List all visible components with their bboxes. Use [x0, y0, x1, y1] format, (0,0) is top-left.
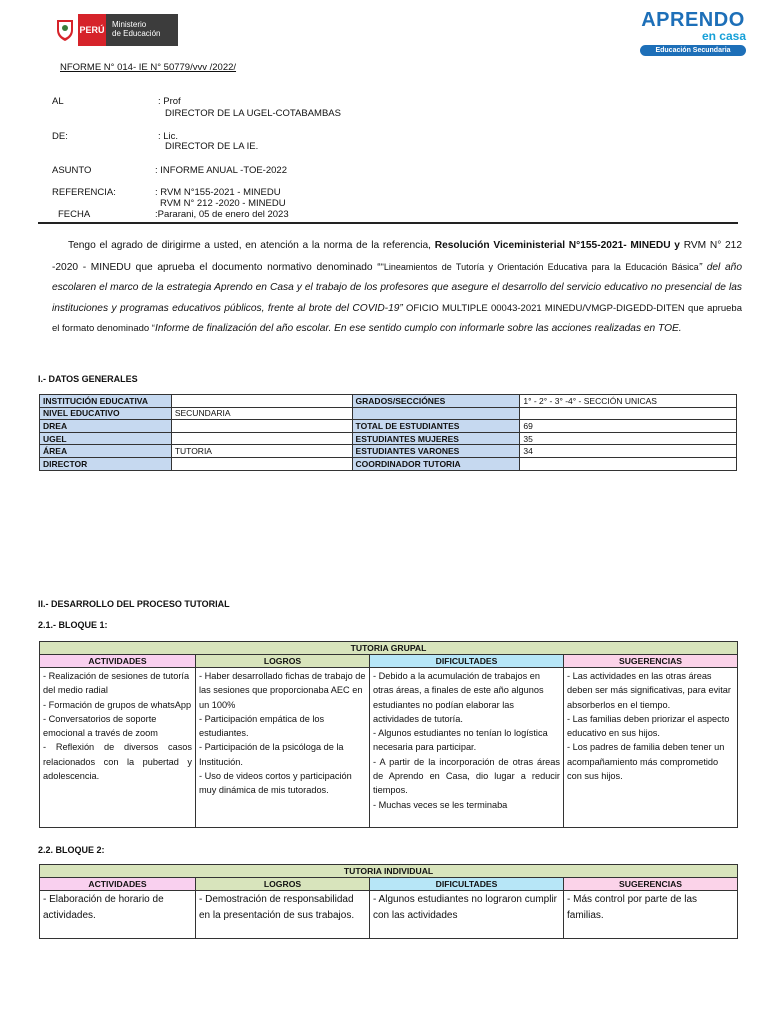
table-cell: TUTORIA: [171, 445, 352, 458]
intro-oficio: OFICIO MULTIPLE 00043-2021 MINEDU/VMGP-DIGEDD-DITEN que aprueba el formato denominado “: [52, 302, 742, 334]
peru-label: PERÚ: [78, 14, 106, 46]
list-item: - Participación de la psicóloga de la Institución.: [199, 742, 344, 767]
bloque2-heading: 2.2. BLOQUE 2:: [38, 845, 105, 855]
de-value-2: DIRECTOR DE LA IE.: [165, 141, 259, 152]
table-row: [40, 668, 738, 828]
table-cell: [352, 407, 520, 420]
peru-shield-icon: [52, 14, 78, 46]
referencia-value-1: : RVM N°155-2021 - MINEDU: [155, 187, 281, 198]
table-title: TUTORIA GRUPAL: [40, 642, 738, 655]
list-item: - Participación empática de los estudiantes.: [199, 713, 325, 739]
table-row: [40, 420, 737, 433]
tutoria-individual-table: [39, 864, 738, 939]
table-title-row: [40, 865, 738, 878]
dificultades-cell: [370, 668, 564, 828]
table-title-row: [40, 642, 738, 655]
intro-text-2: RVM N° 212 -2020 - MINEDU que aprueba el documento normativo denominado “: [52, 240, 743, 273]
de-value-1: : Lic.: [158, 131, 179, 142]
column-header: LOGROS: [196, 655, 370, 668]
table-cell: TOTAL DE ESTUDIANTES: [352, 420, 520, 433]
al-value-1: : Prof: [158, 96, 181, 107]
table-cell: [171, 420, 352, 433]
intro-text-4: Informe de finalización del año escolar. En ese sentido cumplo con informarle sobre las acciones realizadas en TOE.: [154, 323, 682, 334]
sugerencias-cell: - Más control por parte de las familias.: [564, 891, 738, 939]
table-header-row: [40, 655, 738, 668]
table-cell: COORDINADOR TUTORIA: [352, 457, 520, 470]
tutoria-grupal-table: [39, 641, 738, 828]
intro-resolution: Resolución Viceministerial N°155-2021- MINEDU y: [434, 240, 680, 251]
minedu-logo: [52, 14, 178, 46]
sugerencias-cell: [564, 668, 738, 828]
table-cell: [520, 457, 737, 470]
list-item: - Realización de sesiones de tutoría del medio radial: [43, 671, 190, 696]
dificultades-cell: - Algunos estudiantes no lograron cumplir con las actividades: [370, 891, 564, 939]
table-row: [40, 395, 737, 408]
list-item: - Reflexión de diversos casos relacionados con la pubertad y adolescencia.: [43, 742, 192, 782]
document-title: NFORME N° 014- IE N° 50779/vvv /2022/: [60, 62, 237, 73]
table-title: TUTORIA INDIVIDUAL: [40, 865, 738, 878]
list-item: - Muchas veces se les terminaba: [373, 799, 508, 810]
table-cell: DIRECTOR: [40, 457, 172, 470]
table-row: [40, 891, 738, 939]
table-cell: 1° - 2° - 3° -4° - SECCIÓN UNICAS: [520, 395, 737, 408]
column-header: ACTIVIDADES: [40, 878, 196, 891]
bloque1-heading: 2.1.- BLOQUE 1:: [38, 620, 108, 630]
column-header: ACTIVIDADES: [40, 655, 196, 668]
list-item: - Algunos estudiantes no tenían lo logística necesaria para participar.: [373, 728, 548, 753]
column-header: DIFICULTADES: [370, 878, 564, 891]
aprendo-en-casa-logo: [640, 10, 746, 56]
list-item: - A partir de la incorporación de otras áreas de Aprendo en Casa, dio lugar a reducir tiempos.: [373, 756, 560, 796]
table-cell: 34: [520, 445, 737, 458]
column-header: SUGERENCIAS: [564, 878, 738, 891]
list-item: - Haber desarrollado fichas de trabajo de las sesiones que proporcionaba AEC en un 100%: [199, 671, 366, 710]
table-cell: [171, 395, 352, 408]
list-item: - Los padres de familia deben tener un acompañamiento más comprometido con sus hijos.: [567, 742, 725, 782]
al-value-2: DIRECTOR DE LA UGEL-COTABAMBAS: [165, 108, 341, 119]
asunto-value: : INFORME ANUAL -TOE-2022: [155, 165, 287, 176]
fecha-label: FECHA: [58, 209, 91, 220]
list-item: - Formación de grupos de whatsApp: [43, 699, 192, 710]
intro-lineamientos: "Lineamientos de Tutoría y Orientación Educativa para la Educación Básica: [380, 261, 699, 272]
column-header: LOGROS: [196, 878, 370, 891]
list-item: - Conversatorios de soporte emocional a través de zoom: [43, 713, 158, 739]
educacion-secundaria-badge: Educación Secundaria: [640, 45, 746, 56]
table-row: [40, 432, 737, 445]
al-label: AL: [52, 96, 64, 107]
referencia-label: REFERENCIA:: [52, 187, 116, 198]
table-cell: 35: [520, 432, 737, 445]
table-row: [40, 457, 737, 470]
fecha-value: :Pararani, 05 de enero del 2023: [155, 209, 289, 220]
table-cell: NIVEL EDUCATIVO: [40, 407, 172, 420]
table-cell: GRADOS/SECCIÓNES: [352, 395, 520, 408]
intro-text-1: Tengo el agrado de dirigirme a usted, en atención a la norma de la referencia,: [68, 240, 435, 251]
list-item: - Las actividades en las otras áreas deben ser más significativas, para evitar absorberlos en el tiempo.: [567, 671, 731, 710]
intro-paragraph: [52, 236, 742, 340]
asunto-label: ASUNTO: [52, 165, 92, 176]
list-item: - Uso de videos cortos y participación muy dinámica de mis tutorados.: [199, 771, 352, 796]
de-label: DE:: [52, 131, 68, 142]
header-divider: [38, 222, 738, 224]
table-cell: 69: [520, 420, 737, 433]
aprendo-word: APRENDO: [641, 9, 745, 31]
table-cell: ESTUDIANTES VARONES: [352, 445, 520, 458]
actividades-cell: [40, 668, 196, 828]
actividades-cell: - Elaboración de horario de actividades.: [40, 891, 196, 939]
table-cell: [171, 432, 352, 445]
table-row: [40, 407, 737, 420]
section-datos-generales: I.- DATOS GENERALES: [38, 374, 138, 384]
ministry-line1: Ministerio: [112, 20, 147, 29]
column-header: DIFICULTADES: [370, 655, 564, 668]
list-item: - Las familias deben priorizar el aspecto educativo en sus hijos.: [567, 713, 730, 739]
logros-cell: - Demostración de responsabilidad en la presentación de sus trabajos.: [196, 891, 370, 939]
ministry-name: [106, 14, 178, 46]
table-cell: ESTUDIANTES MUJERES: [352, 432, 520, 445]
ministry-line2: de Educación: [112, 29, 161, 38]
table-cell: [520, 407, 737, 420]
column-header: SUGERENCIAS: [564, 655, 738, 668]
section-proceso-tutorial: II.- DESARROLLO DEL PROCESO TUTORIAL: [38, 599, 230, 609]
table-cell: INSTITUCIÓN EDUCATIVA: [40, 395, 172, 408]
referencia-value-2: RVM N° 212 -2020 - MINEDU: [160, 198, 286, 209]
datos-generales-table: [39, 394, 737, 471]
en-casa-word: en casa: [701, 29, 746, 43]
list-item: - Debido a la acumulación de trabajos en otras áreas, a finales de este año algunos estudiantes no podían elaborar las actividades de tutoría.: [373, 671, 544, 724]
intro-text-3: ” del año escolaren el marco de la estrategia Aprendo en Casa y el trabajo de los profesores que asegure el desarrollo del servicio educativo no presencial de las instituciones y programas educativos públicos, frente al brote del COVID-19”: [52, 261, 742, 314]
logros-cell: [196, 668, 370, 828]
table-cell: [171, 457, 352, 470]
table-cell: ÁREA: [40, 445, 172, 458]
table-cell: SECUNDARIA: [171, 407, 352, 420]
table-header-row: [40, 878, 738, 891]
table-cell: UGEL: [40, 432, 172, 445]
table-cell: DREA: [40, 420, 172, 433]
table-row: [40, 445, 737, 458]
